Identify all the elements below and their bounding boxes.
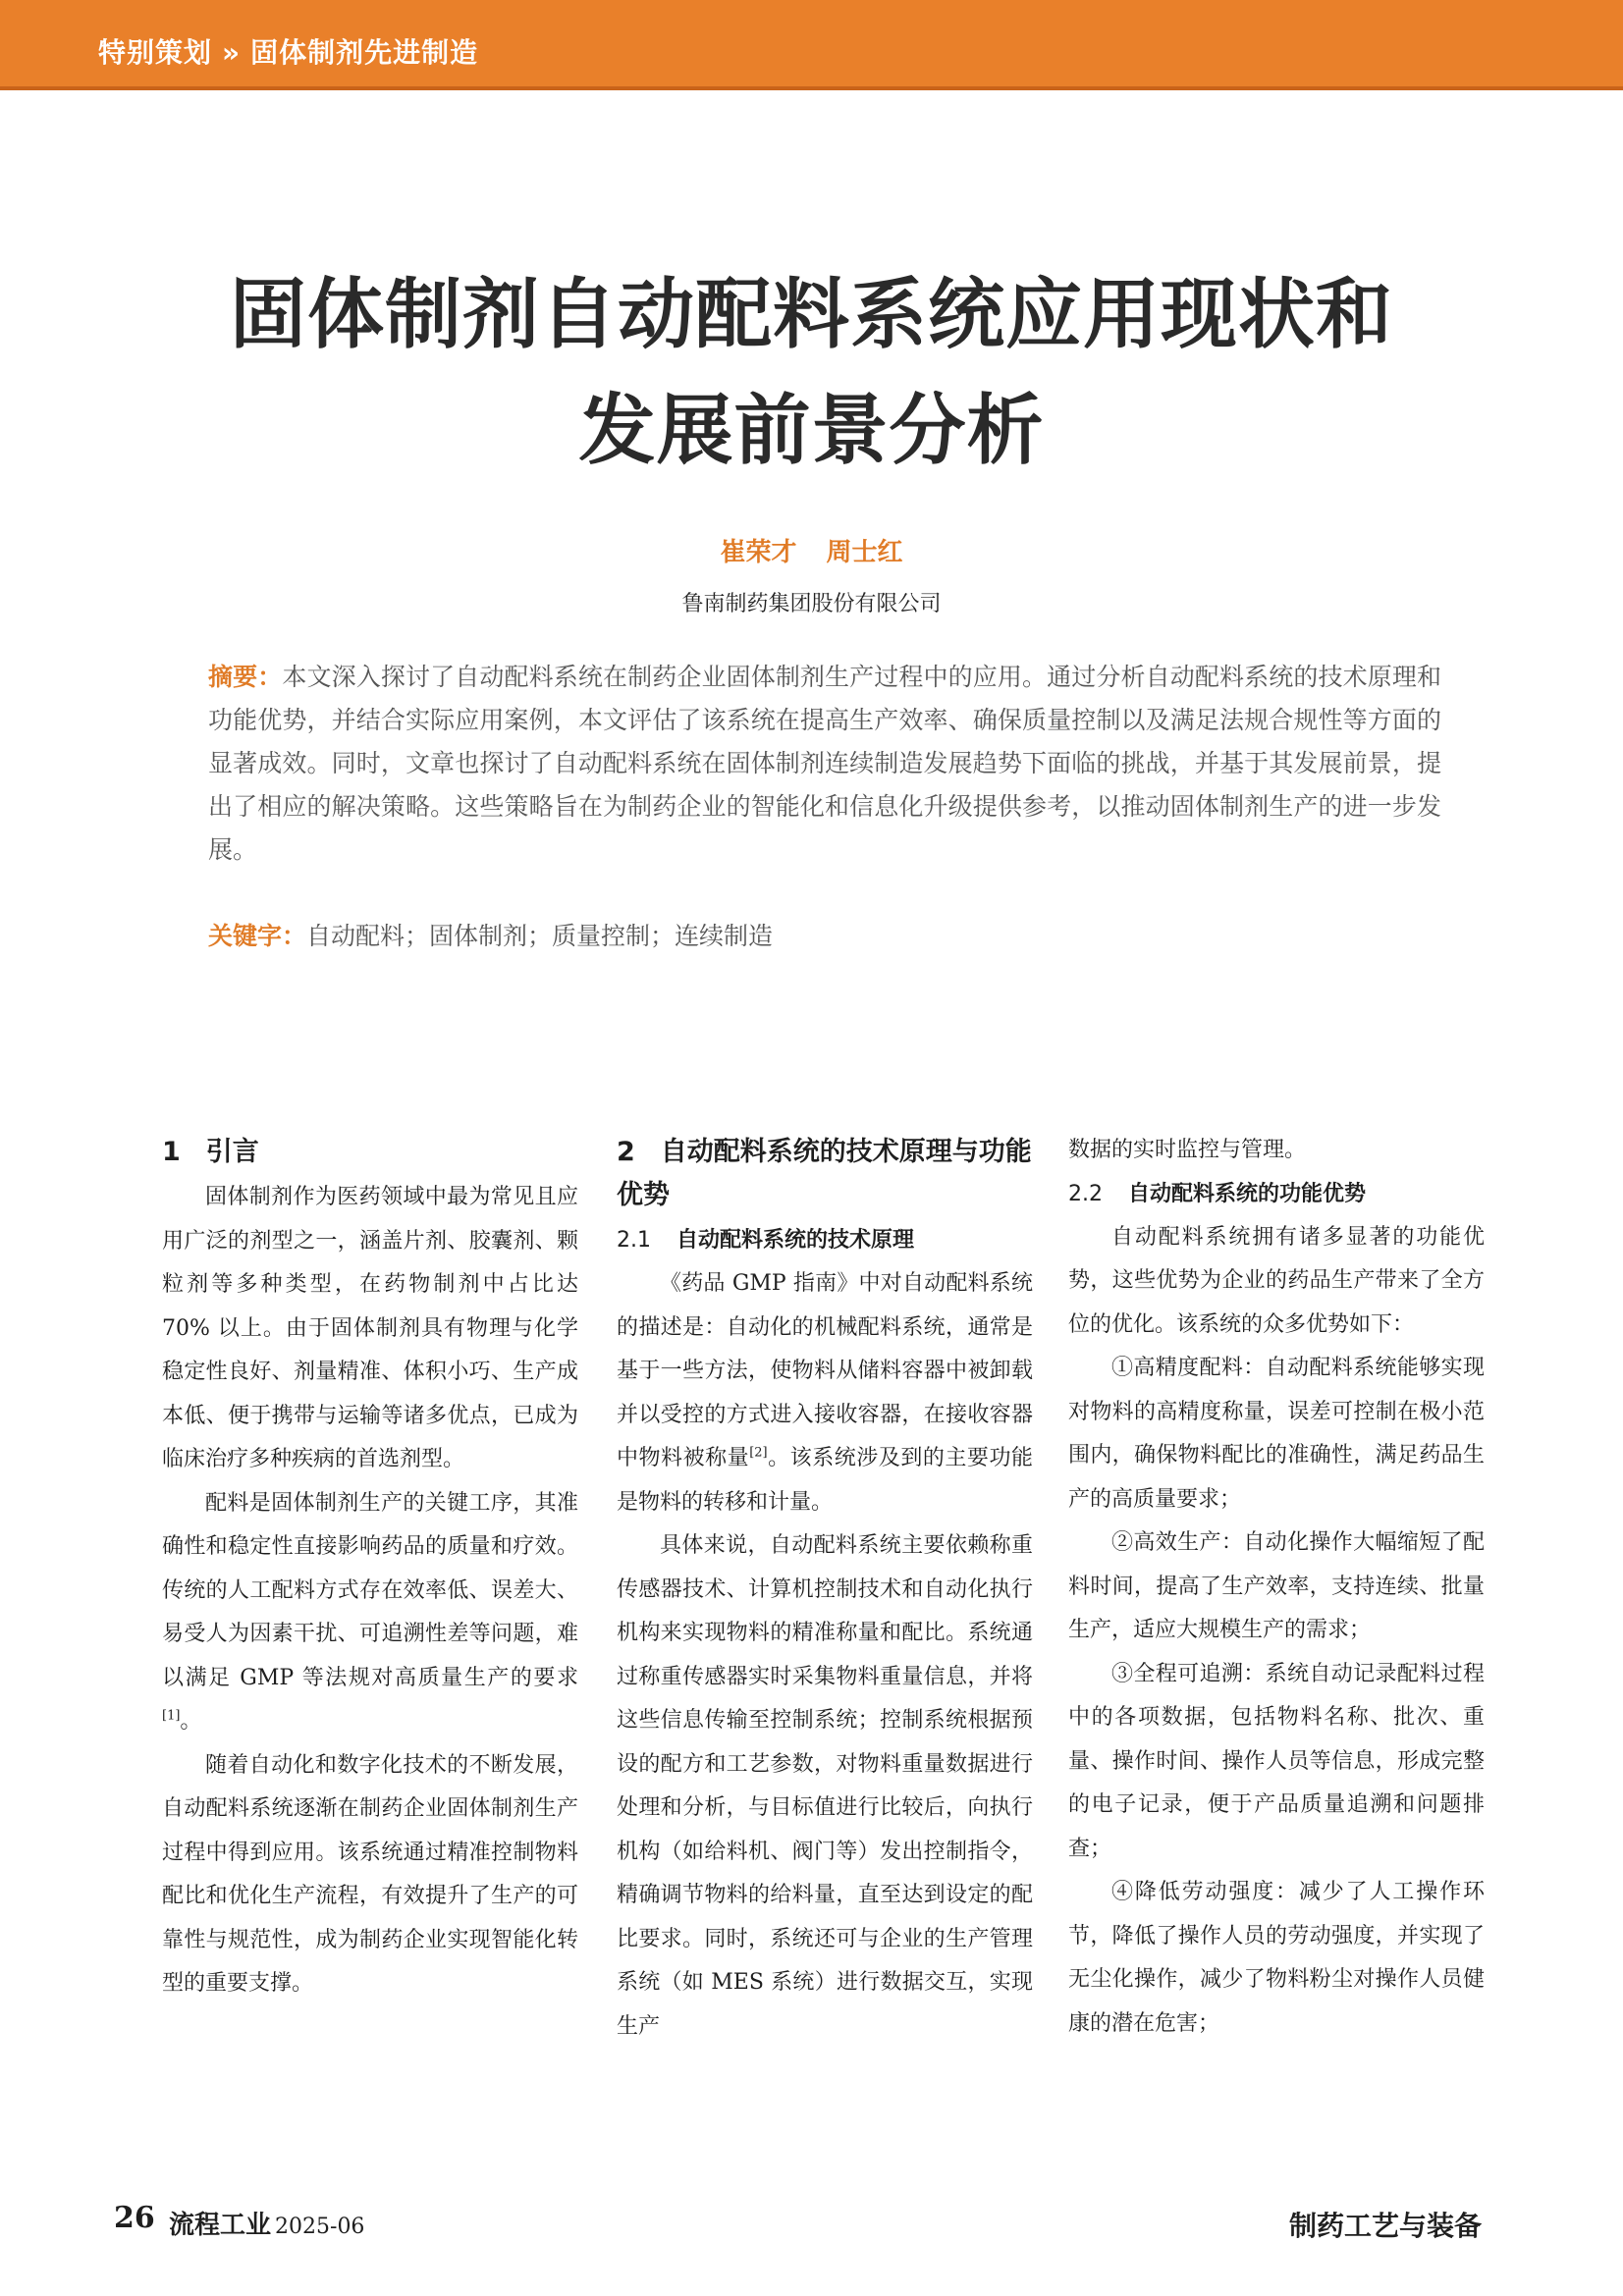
section-1-title: 引言 bbox=[205, 1137, 259, 1167]
section-1-number: 1 bbox=[162, 1137, 181, 1167]
article-title bbox=[0, 257, 1623, 489]
paragraph-text: 《药品 GMP 指南》中对自动配料系统的描述是：自动化的机械配料系统，通常是基于一些方法，使物料从储料容器中被卸载并以受控的方式进入接收容器，在接收容器中物料被称量 bbox=[617, 1271, 1033, 1470]
abstract bbox=[208, 656, 1441, 872]
keywords bbox=[208, 917, 1441, 956]
header-section: 特别策划 bbox=[98, 36, 213, 69]
paragraph-continued: 数据的实时监控与管理。 bbox=[1068, 1138, 1307, 1162]
affiliation: 鲁南制药集团股份有限公司 bbox=[681, 592, 942, 616]
subsection-2-1-heading bbox=[617, 1219, 1033, 1262]
subsection-2-2-title: 自动配料系统的功能优势 bbox=[1128, 1181, 1367, 1206]
column-2 bbox=[617, 1131, 1033, 2049]
paragraph: 固体制剂作为医药领域中最为常见且应用广泛的剂型之一，涵盖片剂、胶囊剂、颗粒剂等多种类型，在药物制剂中占比达 70% 以上。由于固体制剂具有物理与化学稳定性良好、剂量精准、体积小巧、生产成本低、便于携带与运输等诸多优点，已成为临床治疗多种疾病的首选剂型。 bbox=[162, 1185, 578, 1471]
author-2: 周士红 bbox=[826, 538, 903, 567]
paragraph bbox=[162, 1482, 578, 1744]
paragraph: 自动配料系统拥有诸多显著的功能优势，这些优势为企业的药品生产带来了全方位的优化。该系统的众多优势如下： bbox=[1068, 1224, 1485, 1337]
authors bbox=[0, 532, 1623, 568]
citation[interactable]: [2] bbox=[749, 1445, 768, 1461]
abstract-label: 摘要： bbox=[208, 663, 283, 691]
footer-section-name: 制药工艺与装备 bbox=[1288, 2210, 1482, 2242]
keywords-text: 自动配料；固体制剂；质量控制；连续制造 bbox=[306, 922, 774, 950]
header-bar bbox=[0, 0, 1623, 90]
paragraph: 具体来说，自动配料系统主要依赖称重传感器技术、计算机控制技术和自动化执行机构来实现物料的精准称量和配比。系统通过称重传感器实时采集物料重量信息，并将这些信息传输至控制系统；控制系统根据预设的配方和工艺参数，对物料重量数据进行处理和分析，与目标值进行比较后，向执行机构（如给料机、阀门等）发出控制指令，精确调节物料的给料量，直至达到设定的配比要求。同时，系统还可与企业的生产管理系统（如 MES 系统）进行数据交互，实现生产 bbox=[617, 1533, 1033, 2039]
subsection-2-2-heading bbox=[1068, 1173, 1485, 1216]
section-2-number: 2 bbox=[617, 1137, 635, 1167]
title-line-1: 固体制剂自动配料系统应用现状和 bbox=[229, 271, 1393, 359]
abstract-text: 本文深入探讨了自动配料系统在制药企业固体制剂生产过程中的应用。通过分析自动配料系统的技术原理和功能优势，并结合实际应用案例，本文评估了该系统在提高生产效率、确保质量控制以及满足法规合规性等方面的显著成效。同时，文章也探讨了自动配料系统在固体制剂连续制造发展趋势下面临的挑战，并基于其发展前景，提出了相应的解决策略。这些策略旨在为制药企业的智能化和信息化升级提供参考，以推动固体制剂生产的进一步发展。 bbox=[208, 663, 1441, 864]
title-line-2: 发展前景分析 bbox=[578, 387, 1045, 475]
header-topic: 固体制剂先进制造 bbox=[250, 36, 479, 69]
list-item: ①高精度配料：自动配料系统能够实现对物料的高精度称量，误差可控制在极小范围内，确保物料配比的准确性，满足药品生产的高质量要求； bbox=[1068, 1356, 1485, 1512]
subsection-2-1-number: 2.1 bbox=[617, 1228, 651, 1253]
citation[interactable]: [1] bbox=[162, 1708, 181, 1724]
subsection-2-1-title: 自动配料系统的技术原理 bbox=[676, 1228, 915, 1253]
section-2-heading bbox=[617, 1131, 1033, 1217]
paragraph-text: 配料是固体制剂生产的关键工序，其准确性和稳定性直接影响药品的质量和疗效。传统的人工配料方式存在效率低、误差大、易受人为因素干扰、可追溯性差等问题，难以满足 GMP 等法规对高质量生产的要求 bbox=[162, 1490, 578, 1690]
list-item: ③全程可追溯：系统自动记录配料过程中的各项数据，包括物料名称、批次、重量、操作时间、操作人员等信息，形成完整的电子记录，便于产品质量追溯和问题排查； bbox=[1068, 1661, 1485, 1861]
author-1: 崔荣才 bbox=[720, 538, 797, 567]
journal-info bbox=[169, 2205, 364, 2241]
paragraph-text: 。 bbox=[180, 1709, 202, 1734]
list-item: ②高效生产：自动化操作大幅缩短了配料时间，提高了生产效率，支持连续、批量生产，适应大规模生产的需求； bbox=[1068, 1530, 1485, 1642]
section-2-title: 自动配料系统的技术原理与功能优势 bbox=[617, 1137, 1032, 1210]
section-1-heading bbox=[162, 1131, 578, 1174]
header-separator: » bbox=[222, 36, 242, 69]
column-1 bbox=[162, 1131, 578, 2006]
column-3 bbox=[1068, 1129, 1485, 2046]
paragraph-text: 。该系统涉及到的主要功能是物料的转移和计量。 bbox=[617, 1446, 1033, 1515]
subsection-2-2-number: 2.2 bbox=[1068, 1181, 1103, 1206]
paragraph: 随着自动化和数字化技术的不断发展，自动配料系统逐渐在制药企业固体制剂生产过程中得到应用。该系统通过精准控制物料配比和优化生产流程，有效提升了生产的可靠性与规范性，成为制药企业实现智能化转型的重要支撑。 bbox=[162, 1752, 578, 1996]
paragraph bbox=[617, 1262, 1033, 1524]
issue-date: 2025-06 bbox=[275, 2215, 365, 2239]
running-header bbox=[98, 31, 478, 71]
keywords-label: 关键字： bbox=[208, 922, 307, 950]
list-item: ④降低劳动强度：减少了人工操作环节，降低了操作人员的劳动强度，并实现了无尘化操作，减少了物料粉尘对操作人员健康的潜在危害； bbox=[1068, 1880, 1485, 2036]
journal-name: 流程工业 bbox=[169, 2211, 272, 2240]
page-number: 26 bbox=[114, 2201, 155, 2235]
page-footer bbox=[0, 2201, 1623, 2240]
